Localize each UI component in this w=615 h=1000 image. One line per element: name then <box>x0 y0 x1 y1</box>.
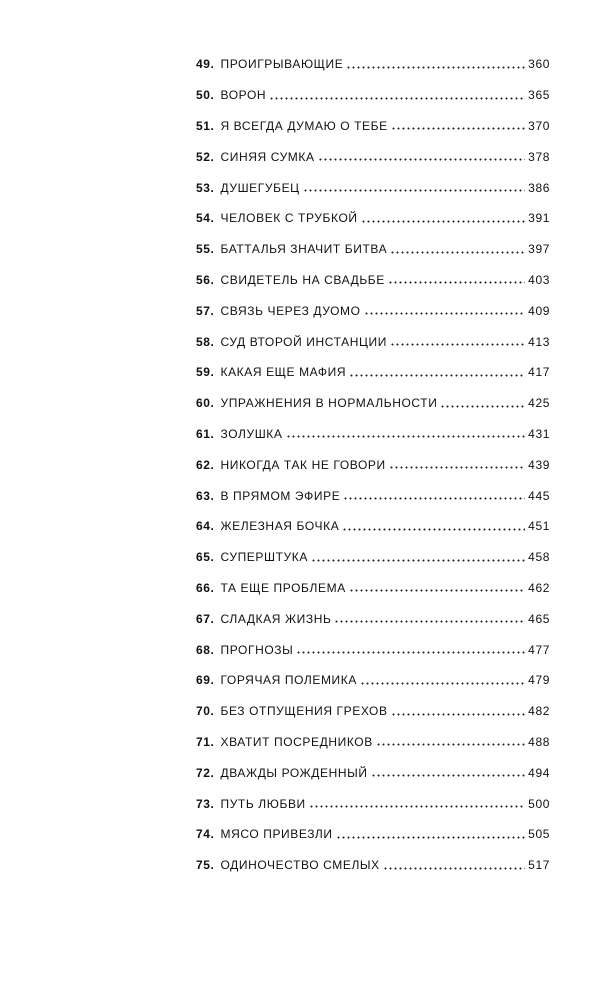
chapter-number: 62. <box>196 457 215 472</box>
chapter-title: ПРОИГРЫВАЮЩИЕ <box>220 57 344 72</box>
chapter-number: 49. <box>196 57 215 72</box>
dot-leader <box>364 312 526 315</box>
page-number: 477 <box>528 642 550 657</box>
toc-entry <box>196 511 550 542</box>
chapter-title: МЯСО ПРИВЕЗЛИ <box>220 827 333 842</box>
chapter-number: 74. <box>196 827 215 842</box>
chapter-number: 68. <box>196 642 215 657</box>
chapter-number: 61. <box>196 426 215 441</box>
chapter-number: 71. <box>196 734 215 749</box>
page-number: 488 <box>528 734 550 749</box>
dot-leader <box>342 528 525 531</box>
chapter-title: ЗОЛУШКА <box>220 426 283 441</box>
chapter-title: ДВАЖДЫ РОЖДЕННЫЙ <box>220 765 368 780</box>
chapter-number: 73. <box>196 796 215 811</box>
dot-leader <box>390 251 525 254</box>
chapter-number: 63. <box>196 488 215 503</box>
chapter-title: СЛАДКАЯ ЖИЗНЬ <box>220 611 332 626</box>
chapter-number: 70. <box>196 704 215 719</box>
page-number: 413 <box>528 334 550 349</box>
chapter-number: 66. <box>196 580 215 595</box>
toc-entry <box>196 634 550 665</box>
toc-entry <box>196 419 550 450</box>
dot-leader <box>343 497 525 500</box>
toc-entry <box>196 819 550 850</box>
toc-entry <box>196 388 550 419</box>
dot-leader <box>389 466 525 469</box>
dot-leader <box>309 805 525 808</box>
dot-leader <box>376 743 525 746</box>
table-of-contents <box>196 49 550 881</box>
toc-entry <box>196 172 550 203</box>
chapter-number: 56. <box>196 272 215 287</box>
toc-entry <box>196 542 550 573</box>
chapter-number: 64. <box>196 519 215 534</box>
toc-entry <box>196 326 550 357</box>
dot-leader <box>336 836 526 839</box>
dot-leader <box>391 713 526 716</box>
toc-entry <box>196 141 550 172</box>
toc-entry <box>196 573 550 604</box>
page-number: 403 <box>528 272 550 287</box>
dot-leader <box>390 343 525 346</box>
dot-leader <box>349 374 525 377</box>
dot-leader <box>346 66 525 69</box>
dot-leader <box>349 589 525 592</box>
page-number: 360 <box>528 57 550 72</box>
page-number: 370 <box>528 118 550 133</box>
dot-leader <box>269 97 525 100</box>
chapter-title: КАКАЯ ЕЩЕ МАФИЯ <box>220 365 347 380</box>
page-number: 505 <box>528 827 550 842</box>
chapter-title: УПРАЖНЕНИЯ В НОРМАЛЬНОСТИ <box>220 396 438 411</box>
page-number: 451 <box>528 519 550 534</box>
page-number: 431 <box>528 426 550 441</box>
toc-entry <box>196 234 550 265</box>
dot-leader <box>303 189 526 192</box>
page-number: 517 <box>528 858 550 873</box>
toc-entry <box>196 203 550 234</box>
page-number: 425 <box>528 396 550 411</box>
chapter-title: СВЯЗЬ ЧЕРЕЗ ДУОМО <box>220 303 361 318</box>
page-number: 462 <box>528 580 550 595</box>
page-number: 386 <box>528 180 550 195</box>
toc-entry <box>196 449 550 480</box>
chapter-title: БЕЗ ОТПУЩЕНИЯ ГРЕХОВ <box>220 704 388 719</box>
chapter-number: 60. <box>196 396 215 411</box>
chapter-number: 54. <box>196 211 215 226</box>
chapter-title: СВИДЕТЕЛЬ НА СВАДЬБЕ <box>220 272 385 287</box>
toc-entry <box>196 757 550 788</box>
chapter-number: 52. <box>196 149 215 164</box>
chapter-number: 57. <box>196 303 215 318</box>
dot-leader <box>296 651 525 654</box>
page-number: 397 <box>528 242 550 257</box>
dot-leader <box>440 405 525 408</box>
chapter-title: ОДИНОЧЕСТВО СМЕЛЫХ <box>220 858 380 873</box>
chapter-title: ТА ЕЩЕ ПРОБЛЕМА <box>220 580 346 595</box>
toc-entry <box>196 665 550 696</box>
page-number: 417 <box>528 365 550 380</box>
chapter-number: 53. <box>196 180 215 195</box>
chapter-title: В ПРЯМОМ ЭФИРЕ <box>220 488 341 503</box>
dot-leader <box>383 867 525 870</box>
chapter-title: СИНЯЯ СУМКА <box>220 149 315 164</box>
chapter-number: 65. <box>196 550 215 565</box>
toc-entry <box>196 49 550 80</box>
page-number: 500 <box>528 796 550 811</box>
page-number: 439 <box>528 457 550 472</box>
page-number: 465 <box>528 611 550 626</box>
chapter-title: ХВАТИТ ПОСРЕДНИКОВ <box>220 734 373 749</box>
dot-leader <box>361 220 526 223</box>
toc-entry <box>196 850 550 881</box>
toc-entry <box>196 295 550 326</box>
toc-entry <box>196 788 550 819</box>
chapter-title: ПРОГНОЗЫ <box>220 642 294 657</box>
chapter-title: ПУТЬ ЛЮБВИ <box>220 796 306 811</box>
chapter-title: БАТТАЛЬЯ ЗНАЧИТ БИТВА <box>220 242 388 257</box>
toc-entry <box>196 480 550 511</box>
page-number: 409 <box>528 303 550 318</box>
page-number: 445 <box>528 488 550 503</box>
chapter-number: 58. <box>196 334 215 349</box>
chapter-number: 69. <box>196 673 215 688</box>
dot-leader <box>311 559 525 562</box>
page-number: 494 <box>528 765 550 780</box>
chapter-number: 72. <box>196 765 215 780</box>
dot-leader <box>318 158 526 161</box>
chapter-title: ВОРОН <box>220 88 267 103</box>
dot-leader <box>371 774 526 777</box>
dot-leader <box>360 682 525 685</box>
chapter-number: 75. <box>196 858 215 873</box>
toc-entry <box>196 80 550 111</box>
dot-leader <box>391 127 525 130</box>
chapter-title: СУПЕРШТУКА <box>220 550 308 565</box>
chapter-number: 67. <box>196 611 215 626</box>
chapter-title: ДУШЕГУБЕЦ <box>220 180 300 195</box>
page-number: 482 <box>528 704 550 719</box>
chapter-title: НИКОГДА ТАК НЕ ГОВОРИ <box>220 457 386 472</box>
chapter-number: 55. <box>196 242 215 257</box>
chapter-number: 51. <box>196 118 215 133</box>
chapter-title: СУД ВТОРОЙ ИНСТАНЦИИ <box>220 334 387 349</box>
toc-entry <box>196 111 550 142</box>
page-number: 378 <box>528 149 550 164</box>
page-number: 458 <box>528 550 550 565</box>
toc-entry <box>196 727 550 758</box>
chapter-title: Я ВСЕГДА ДУМАЮ О ТЕБЕ <box>220 118 388 133</box>
chapter-title: ГОРЯЧАЯ ПОЛЕМИКА <box>220 673 357 688</box>
toc-entry <box>196 265 550 296</box>
dot-leader <box>334 620 525 623</box>
chapter-number: 59. <box>196 365 215 380</box>
toc-entry <box>196 603 550 634</box>
toc-entry <box>196 696 550 727</box>
chapter-number: 50. <box>196 88 215 103</box>
chapter-title: ЖЕЛЕЗНАЯ БОЧКА <box>220 519 340 534</box>
page-number: 391 <box>528 211 550 226</box>
dot-leader <box>388 281 525 284</box>
page-number: 365 <box>528 88 550 103</box>
chapter-title: ЧЕЛОВЕК С ТРУБКОЙ <box>220 211 358 226</box>
toc-entry <box>196 357 550 388</box>
dot-leader <box>286 435 526 438</box>
page-number: 479 <box>528 673 550 688</box>
